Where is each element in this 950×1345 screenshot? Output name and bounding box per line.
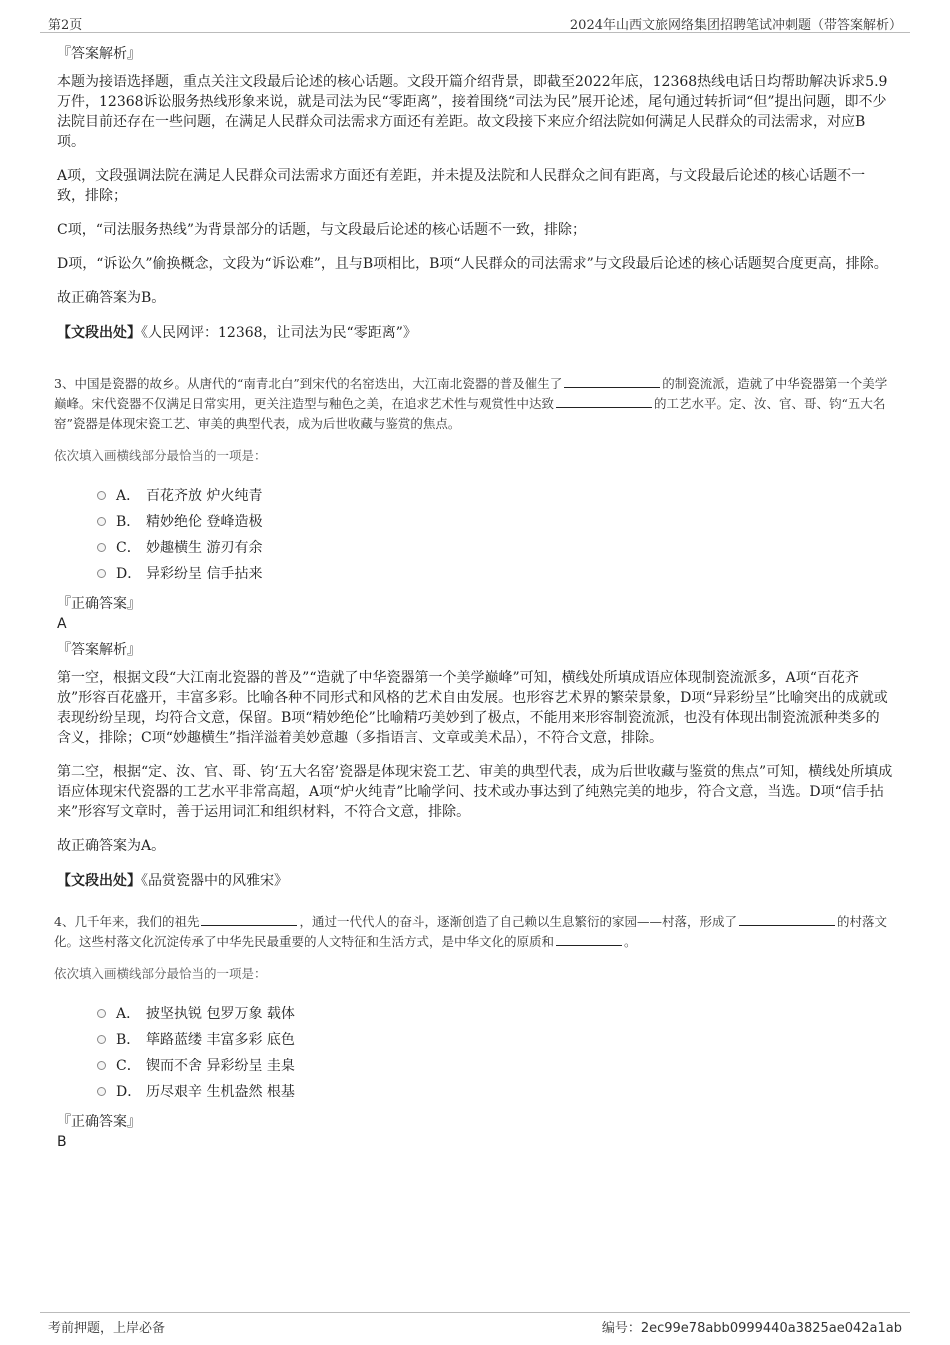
analysis-paragraph: 本题为接语选择题，重点关注文段最后论述的核心话题。文段开篇介绍背景，即截至2022年底，12368热线电话日均帮助解决诉求5.9万件，12368诉讼服务热线形象来说，就是司法为民“零距离”，接着围绕“司法为民”展开论述，尾句通过转折词“但”提出问题，即不少法院目前还存在一些问题，在满足人民群众司法需求方面还有差距。故文段接下来应介绍法院如何满足人民群众的司法需求，对应B项。 (57, 74, 888, 150)
radio-icon[interactable] (97, 491, 106, 500)
question-3: 3、中国是瓷器的故乡。从唐代的“南青北白”到宋代的名窑迭出，大江南北瓷器的普及催生了 的制瓷流派，造就了中华瓷器第一个美学巅峰。宋代瓷器不仅满足日常实用，更关注造型与釉色之美，在追求艺术性与观赏性中达致 的工艺水平。定、汝、官、哥、钧“五大名窑”瓷器是体现宋瓷工艺、审美的典型代表，成为后世收藏与鉴赏的焦点。 (54, 376, 888, 431)
fill-blank (564, 375, 660, 388)
correct-answer: A (57, 616, 67, 632)
option-text: 披坚执锐 包罗万象 载体 (146, 1006, 295, 1022)
source-label: 【文段出处】 (57, 325, 141, 341)
option-c[interactable]: C． 妙趣横生 游刃有余 (97, 534, 893, 560)
question-hint: 依次填入画横线部分最恰当的一项是： (54, 448, 267, 463)
source-text: 《品赏瓷器中的风雅宋》 (141, 873, 288, 889)
radio-icon[interactable] (97, 517, 106, 526)
fill-blank (739, 913, 835, 926)
analysis-paragraph: C项，“司法服务热线”为背景部分的话题，与文段最后论述的核心话题不一致，排除； (57, 222, 587, 238)
analysis-label: 『答案解析』 (57, 642, 141, 658)
radio-icon[interactable] (97, 1061, 106, 1070)
correct-answer-label: 『正确答案』 (57, 1114, 141, 1130)
document-title: 2024年山西文旅网络集团招聘笔试冲刺题（带答案解析） (569, 18, 902, 33)
analysis-paragraph: 故正确答案为A。 (57, 838, 166, 854)
options-list (97, 1000, 893, 1104)
radio-icon[interactable] (97, 1087, 106, 1096)
analysis-paragraph: A项，文段强调法院在满足人民群众司法需求方面还有差距，并未提及法院和人民群众之间有距离，与文段最后论述的核心话题不一致，排除； (57, 168, 866, 204)
option-text: 异彩纷呈 信手拈来 (146, 566, 263, 582)
option-b[interactable]: B． 精妙绝伦 登峰造极 (97, 508, 893, 534)
radio-icon[interactable] (97, 543, 106, 552)
option-text: 筚路蓝缕 丰富多彩 底色 (146, 1032, 295, 1048)
option-text: 精妙绝伦 登峰造极 (146, 514, 263, 530)
footer-code: 编号：2ec99e78abb0999440a3825ae042a1ab (601, 1321, 902, 1336)
option-c[interactable]: C． 锲而不舍 异彩纷呈 圭臬 (97, 1052, 893, 1078)
option-a[interactable]: A． 披坚执锐 包罗万象 载体 (97, 1000, 893, 1026)
analysis-label: 『答案解析』 (57, 46, 141, 62)
page-header (40, 10, 910, 33)
analysis-paragraph: D项，“诉讼久”偷换概念，文段为“诉讼难”，且与B项相比，B项“人民群众的司法需求”与文段最后论述的核心话题契合度更高，排除。 (57, 256, 888, 272)
option-d[interactable]: D． 异彩纷呈 信手拈来 (97, 560, 893, 586)
option-text: 百花齐放 炉火纯青 (146, 488, 263, 504)
question-hint: 依次填入画横线部分最恰当的一项是： (54, 966, 267, 981)
option-text: 妙趣横生 游刃有余 (146, 540, 263, 556)
radio-icon[interactable] (97, 569, 106, 578)
correct-answer: B (57, 1134, 67, 1150)
source-label: 【文段出处】 (57, 873, 141, 889)
page-footer (40, 1312, 910, 1337)
question-4: 4、几千年来，我们的祖先 ，通过一代代人的奋斗，逐渐创造了自己赖以生息繁衍的家园——村落，形成了 的村落文化。这些村落文化沉淀传承了中华先民最重要的人文特征和生活方式，是中华文化的原质和 。 (54, 914, 887, 949)
option-b[interactable]: B． 筚路蓝缕 丰富多彩 底色 (97, 1026, 893, 1052)
fill-blank (556, 395, 652, 408)
main-content (54, 44, 893, 1158)
fill-blank (556, 933, 622, 946)
source-citation (57, 870, 893, 890)
options-list (97, 482, 893, 586)
source-citation (57, 322, 893, 342)
source-text: 《人民网评：12368，让司法为民“零距离”》 (141, 325, 417, 341)
option-text: 锲而不舍 异彩纷呈 圭臬 (146, 1058, 295, 1074)
radio-icon[interactable] (97, 1009, 106, 1018)
fill-blank (201, 913, 297, 926)
option-d[interactable]: D． 历尽艰辛 生机盎然 根基 (97, 1078, 893, 1104)
analysis-paragraph: 故正确答案为B。 (57, 290, 166, 306)
page-number: 第2页 (48, 18, 83, 33)
footer-slogan: 考前押题，上岸必备 (48, 1321, 166, 1336)
analysis-paragraph: 第二空，根据“定、汝、官、哥、钧‘五大名窑’瓷器是体现宋瓷工艺、审美的典型代表，成为后世收藏与鉴赏的焦点”可知，横线处所填成语应体现宋代瓷器的工艺水平非常高超，A项“炉火纯青”比喻学问、技术或办事达到了纯熟完美的地步，符合文意，当选。D项“信手拈来”形容写文章时，善于运用词汇和组织材料，不符合文意，排除。 (57, 764, 893, 820)
option-text: 历尽艰辛 生机盎然 根基 (146, 1084, 295, 1100)
option-a[interactable]: A． 百花齐放 炉火纯青 (97, 482, 893, 508)
analysis-paragraph: 第一空，根据文段“大江南北瓷器的普及”“造就了中华瓷器第一个美学巅峰”可知，横线处所填成语应体现制瓷流派多，A项“百花齐放”形容百花盛开，丰富多彩。比喻各种不同形式和风格的艺术自由发展。也形容艺术界的繁荣景象，D项“异彩纷呈”比喻突出的成就或表现纷纷呈现，均符合文意，保留。B项“精妙绝伦”比喻精巧美妙到了极点，不能用来形容制瓷流派，也没有体现出制瓷流派种类多的含义，排除；C项“妙趣横生”指洋溢着美妙意趣（多指语言、文章或美术品），不符合文意，排除。 (57, 670, 888, 746)
correct-answer-label: 『正确答案』 (57, 596, 141, 612)
radio-icon[interactable] (97, 1035, 106, 1044)
